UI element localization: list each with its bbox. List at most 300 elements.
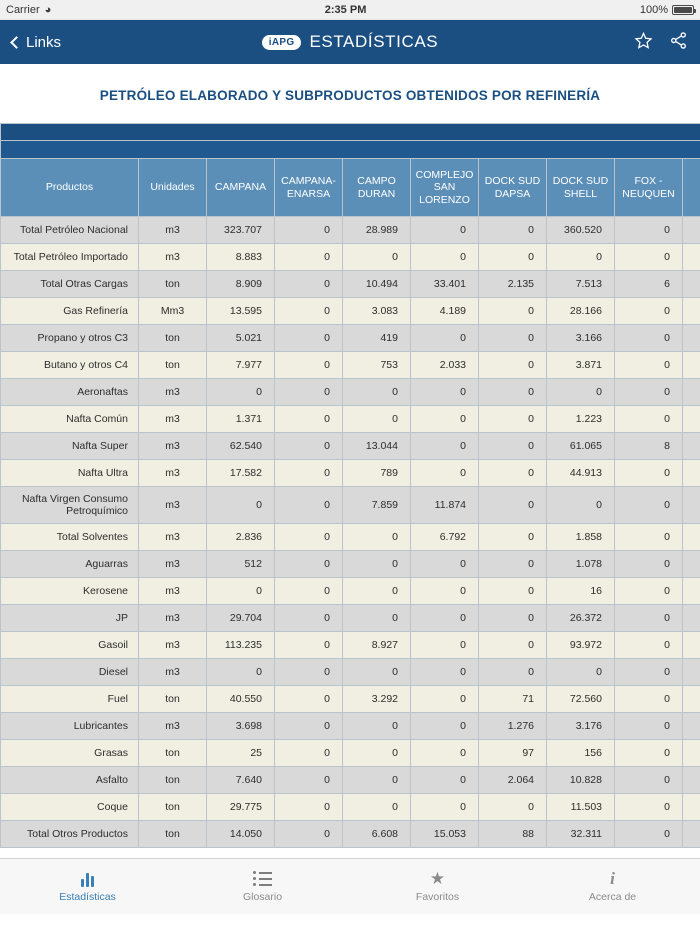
cell-value: 0 [343,713,411,740]
cell-value: 0 [411,244,479,271]
tab-estadisticas[interactable] [0,859,175,914]
cell-value: 29.775 [207,794,275,821]
table-header-cell: DOCK SUD SHELL [547,159,615,217]
cell-value: 0 [479,244,547,271]
cell-producto: Gasoil [1,632,139,659]
cell-value [683,217,700,244]
cell-producto: Kerosene [1,578,139,605]
cell-value: 0 [343,659,411,686]
chevron-left-icon [10,36,23,49]
cell-value [683,605,700,632]
cell-producto: Total Petróleo Nacional [1,217,139,244]
cell-value: 0 [411,794,479,821]
cell-unidad: m3 [139,605,207,632]
cell-value [683,686,700,713]
cell-value: 0 [411,767,479,794]
cell-value: 0 [479,487,547,524]
cell-value: 8.927 [343,632,411,659]
table-row [1,271,700,298]
cell-value: 3.083 [343,298,411,325]
cell-value: 7.513 [547,271,615,298]
cell-value: 13.044 [343,433,411,460]
cell-value: 8.883 [207,244,275,271]
cell-unidad: m3 [139,217,207,244]
cell-unidad: m3 [139,551,207,578]
cell-value: 0 [411,740,479,767]
cell-value: 0 [275,217,343,244]
cell-value [683,352,700,379]
cell-value: 0 [275,271,343,298]
cell-value: 113.235 [207,632,275,659]
cell-value: 40.550 [207,686,275,713]
list-icon [253,871,272,887]
cell-value: 789 [343,460,411,487]
cell-value: 4.189 [411,298,479,325]
table-band-second [1,141,700,159]
cell-value: 14.050 [207,821,275,848]
cell-producto: Fuel [1,686,139,713]
nav-title-group [0,20,700,64]
cell-value: 0 [275,767,343,794]
cell-value: 97 [479,740,547,767]
cell-value: 0 [411,460,479,487]
cell-value: 0 [547,659,615,686]
cell-value: 0 [615,740,683,767]
table-header-cell: COMPLEJO SAN LORENZO [411,159,479,217]
bar-chart-icon [81,871,94,887]
cell-value: 0 [615,352,683,379]
battery-icon [672,5,694,15]
battery-percent-label: 100% [639,3,668,16]
cell-producto: Lubricantes [1,713,139,740]
cell-value [683,325,700,352]
cell-value: 72.560 [547,686,615,713]
cell-value: 0 [615,821,683,848]
cell-value [683,487,700,524]
cell-unidad: m3 [139,524,207,551]
cell-value: 0 [479,433,547,460]
cell-value [683,740,700,767]
table-row [1,659,700,686]
table-row [1,605,700,632]
cell-producto: Propano y otros C3 [1,325,139,352]
cell-value: 0 [547,244,615,271]
cell-value: 0 [547,487,615,524]
table-row [1,325,700,352]
cell-unidad: m3 [139,460,207,487]
cell-value: 0 [479,659,547,686]
cell-value: 0 [275,433,343,460]
cell-value: 71 [479,686,547,713]
table-row [1,578,700,605]
cell-value: 1.858 [547,524,615,551]
cell-value: 0 [479,298,547,325]
cell-value: 156 [547,740,615,767]
cell-value: 15.053 [411,821,479,848]
cell-value: 32.311 [547,821,615,848]
table-header-cell: CAMPANA [207,159,275,217]
table-row [1,740,700,767]
cell-value [683,524,700,551]
cell-value: 0 [479,325,547,352]
cell-value: 1.223 [547,406,615,433]
cell-value: 0 [615,524,683,551]
cell-unidad: Mm3 [139,298,207,325]
cell-unidad: ton [139,767,207,794]
cell-producto: Nafta Ultra [1,460,139,487]
cell-value: 0 [275,659,343,686]
cell-value: 0 [615,551,683,578]
cell-value: 0 [615,217,683,244]
page-title-nav: ESTADÍSTICAS [309,32,439,51]
cell-value: 0 [411,551,479,578]
cell-unidad: ton [139,740,207,767]
status-time: 2:35 PM [324,3,367,16]
tab-glosario-label: Glosario [242,890,283,903]
cell-value: 0 [615,578,683,605]
cell-value [683,406,700,433]
cell-value: 0 [615,767,683,794]
tab-acerca-de-label: Acerca de [588,891,637,903]
cell-value: 0 [343,740,411,767]
cell-value: 3.292 [343,686,411,713]
cell-value: 419 [343,325,411,352]
cell-producto: Asfalto [1,767,139,794]
cell-value: 0 [411,659,479,686]
cell-producto: Diesel [1,659,139,686]
cell-unidad: ton [139,271,207,298]
cell-value: 0 [615,686,683,713]
cell-value: 0 [615,632,683,659]
cell-producto: Nafta Común [1,406,139,433]
cell-value: 0 [479,551,547,578]
cell-value: 0 [411,605,479,632]
cell-unidad: m3 [139,632,207,659]
cell-value: 0 [275,379,343,406]
cell-value: 0 [343,524,411,551]
cell-producto: Aeronaftas [1,379,139,406]
cell-value: 0 [343,244,411,271]
cell-value: 0 [479,379,547,406]
cell-value: 6.792 [411,524,479,551]
cell-unidad: m3 [139,244,207,271]
table-row [1,460,700,487]
cell-value: 8.909 [207,271,275,298]
status-right [640,4,694,16]
page-title: PETRÓLEO ELABORADO Y SUBPRODUCTOS OBTENIDOS POR REFINERÍA [99,88,601,103]
cell-unidad: m3 [139,379,207,406]
table-header-cell: CAMPANA-ENARSA [275,159,343,217]
cell-value: 7.640 [207,767,275,794]
wifi-icon: ◕ [44,3,52,16]
cell-value: 0 [343,767,411,794]
cell-value: 0 [615,659,683,686]
cell-value [683,244,700,271]
cell-value: 28.989 [343,217,411,244]
cell-value: 0 [411,217,479,244]
cell-value: 512 [207,551,275,578]
cell-value: 0 [615,794,683,821]
table-header-cell: DOCK SUD DAPSA [479,159,547,217]
cell-producto: Total Petróleo Importado [1,244,139,271]
cell-producto: Total Otros Productos [1,821,139,848]
cell-value: 0 [615,244,683,271]
cell-producto: Nafta Virgen Consumo Petroquímico [1,487,139,524]
cell-value: 0 [411,325,479,352]
cell-value: 0 [547,379,615,406]
cell-value: 323.707 [207,217,275,244]
table-row [1,524,700,551]
tab-favoritos-label: Favoritos [415,891,460,903]
info-icon: i [610,869,615,888]
cell-value: 10.494 [343,271,411,298]
table-band-top [1,124,700,141]
star-icon: ★ [429,869,446,888]
cell-value: 44.913 [547,460,615,487]
cell-value: 0 [275,686,343,713]
cell-value: 0 [479,460,547,487]
cell-producto: Total Otras Cargas [1,271,139,298]
table-row [1,821,700,848]
table-header-cell: Unidades [139,159,207,217]
share-icon[interactable] [669,31,688,54]
cell-value [683,298,700,325]
cell-value: 0 [411,713,479,740]
cell-value: 0 [479,217,547,244]
cell-value: 0 [275,298,343,325]
cell-producto: Total Solventes [1,524,139,551]
cell-value: 16 [547,578,615,605]
cell-value: 0 [615,713,683,740]
cell-value: 0 [275,524,343,551]
nav-actions [634,31,688,54]
cell-value: 0 [207,487,275,524]
table-row [1,713,700,740]
cell-producto: Coque [1,794,139,821]
cell-value [683,767,700,794]
cell-value: 61.065 [547,433,615,460]
cell-value: 3.176 [547,713,615,740]
cell-value: 7.977 [207,352,275,379]
tab-estadisticas-label: Estadísticas [59,890,116,903]
cell-value: 0 [275,821,343,848]
table-row [1,794,700,821]
cell-unidad: ton [139,794,207,821]
cell-value [683,794,700,821]
table-header-row [1,159,700,217]
cell-value: 0 [275,325,343,352]
cell-unidad: ton [139,686,207,713]
table-row [1,551,700,578]
cell-value: 0 [479,605,547,632]
cell-value: 0 [275,460,343,487]
cell-value: 0 [343,379,411,406]
cell-value: 0 [411,433,479,460]
tab-glosario[interactable] [175,859,350,914]
table-row [1,217,700,244]
cell-value: 0 [615,487,683,524]
cell-unidad: m3 [139,487,207,524]
cell-value [683,271,700,298]
cell-value: 62.540 [207,433,275,460]
cell-value: 88 [479,821,547,848]
cell-value: 11.503 [547,794,615,821]
cell-unidad: m3 [139,659,207,686]
cell-value: 0 [275,551,343,578]
cell-value: 0 [411,686,479,713]
cell-value [683,460,700,487]
cell-value: 0 [411,379,479,406]
back-button-label: Links [26,33,62,51]
cell-value: 0 [615,605,683,632]
table-header-cell: Productos [1,159,139,217]
cell-producto: Gas Refinería [1,298,139,325]
cell-value: 0 [207,379,275,406]
cell-value: 0 [275,605,343,632]
data-table [0,123,700,848]
table-row [1,767,700,794]
cell-value: 0 [479,794,547,821]
cell-producto: Nafta Super [1,433,139,460]
cell-value: 0 [275,740,343,767]
cell-value: 0 [615,406,683,433]
cell-value: 11.874 [411,487,479,524]
table-row [1,686,700,713]
tab-bar [0,858,700,914]
cell-producto: Grasas [1,740,139,767]
cell-value [683,433,700,460]
table-row [1,406,700,433]
cell-value: 0 [207,659,275,686]
cell-value [683,821,700,848]
table-header-cell: FOX - NEUQUEN [615,159,683,217]
cell-value: 360.520 [547,217,615,244]
cell-value: 0 [275,244,343,271]
table-row [1,298,700,325]
cell-value: 0 [275,794,343,821]
cell-value: 0 [207,578,275,605]
cell-value: 0 [275,713,343,740]
cell-value: 0 [479,406,547,433]
cell-value: 93.972 [547,632,615,659]
cell-value: 6 [615,271,683,298]
cell-value: 28.166 [547,298,615,325]
cell-value [683,632,700,659]
nav-bar [0,20,700,64]
cell-value [683,659,700,686]
cell-value: 10.828 [547,767,615,794]
cell-value [683,713,700,740]
cell-value: 17.582 [207,460,275,487]
table-header-cell-cutoff [683,159,700,217]
cell-value: 26.372 [547,605,615,632]
cell-value: 13.595 [207,298,275,325]
cell-value: 0 [615,460,683,487]
cell-value: 3.871 [547,352,615,379]
cell-unidad: ton [139,352,207,379]
status-left [6,4,51,16]
status-bar [0,0,700,20]
carrier-label: Carrier [6,3,40,16]
cell-value: 0 [343,406,411,433]
cell-value: 0 [343,578,411,605]
cell-value: 3.698 [207,713,275,740]
table-row [1,632,700,659]
cell-value: 8 [615,433,683,460]
cell-value [683,551,700,578]
cell-value: 2.836 [207,524,275,551]
cell-value: 0 [479,632,547,659]
cell-value [683,379,700,406]
cell-value: 0 [479,578,547,605]
tab-acerca-de[interactable] [525,859,700,914]
cell-value: 0 [275,352,343,379]
cell-producto: JP [1,605,139,632]
cell-value: 0 [343,551,411,578]
cell-value: 0 [411,632,479,659]
cell-unidad: m3 [139,433,207,460]
cell-value: 0 [411,578,479,605]
cell-producto: Aguarras [1,551,139,578]
cell-value: 5.021 [207,325,275,352]
cell-value: 0 [275,578,343,605]
cell-value: 6.608 [343,821,411,848]
cell-unidad: m3 [139,713,207,740]
cell-value: 2.064 [479,767,547,794]
cell-value: 1.371 [207,406,275,433]
tab-favoritos[interactable] [350,859,525,914]
cell-value [683,578,700,605]
cell-value: 0 [343,794,411,821]
cell-unidad: ton [139,325,207,352]
cell-value: 2.135 [479,271,547,298]
cell-producto: Butano y otros C4 [1,352,139,379]
table-row [1,487,700,524]
cell-value: 29.704 [207,605,275,632]
table-row [1,379,700,406]
data-table-container[interactable] [0,123,700,858]
table-row [1,433,700,460]
table-body [1,217,700,848]
cell-value: 0 [615,298,683,325]
cell-value: 2.033 [411,352,479,379]
cell-value: 7.859 [343,487,411,524]
cell-unidad: ton [139,821,207,848]
cell-value: 33.401 [411,271,479,298]
table-row [1,352,700,379]
cell-value: 753 [343,352,411,379]
app-logo: iAPG [262,35,302,50]
table-header-cell: CAMPO DURAN [343,159,411,217]
cell-value: 0 [275,632,343,659]
cell-value: 0 [479,352,547,379]
cell-value: 0 [615,325,683,352]
bottom-spacer [0,914,700,934]
cell-value: 0 [411,406,479,433]
cell-value: 3.166 [547,325,615,352]
cell-value: 0 [343,605,411,632]
cell-unidad: m3 [139,406,207,433]
cell-value: 0 [275,406,343,433]
back-button[interactable] [12,34,61,51]
table-row [1,244,700,271]
cell-value: 1.078 [547,551,615,578]
cell-value: 0 [479,524,547,551]
star-icon[interactable] [634,31,653,54]
cell-value: 25 [207,740,275,767]
cell-value: 0 [615,379,683,406]
cell-value: 1.276 [479,713,547,740]
